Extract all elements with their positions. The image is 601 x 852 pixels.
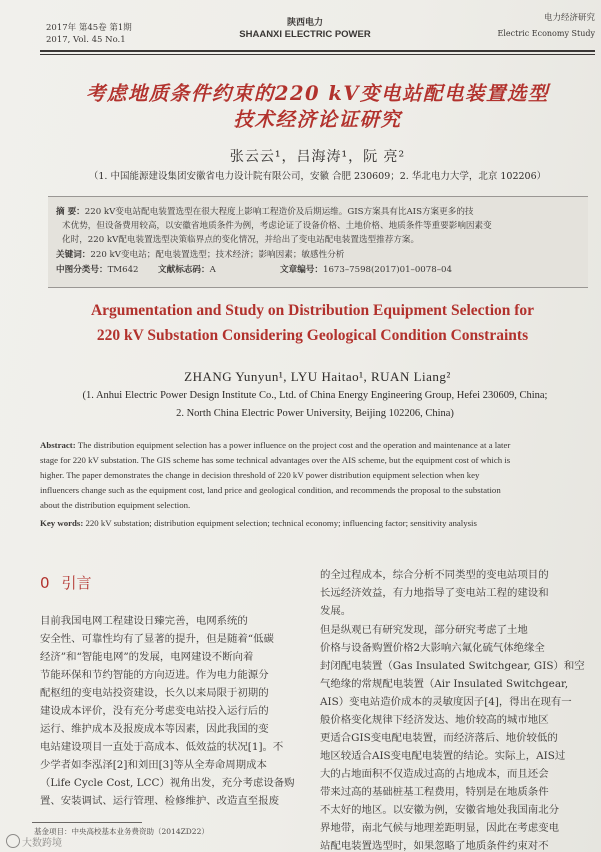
document-code: 文献标志码：A (158, 265, 216, 275)
title-en-line2: 220 kV Substation Considering Geological Condition Constraints (96, 327, 529, 344)
right-line: 界地带，南北气候与地理差距明显，因此在考虑变电 (320, 822, 559, 834)
right-line: 的全过程成本，综合分析不同类型的变电站项目的 (320, 569, 549, 581)
right-line: 不太好的地区。以安徽为例，安徽省地处我国南北分 (320, 804, 559, 816)
article-number: 文章编号：1673–7598(2017)01–0078–04 (280, 265, 452, 275)
header-column-en: Electric Economy Study (497, 29, 595, 38)
left-line: （Life Cycle Cost, LCC）视角出发，充分考虑设备购 (40, 777, 295, 789)
right-line: 站配电装置选型时，如果忽略了地质条件约束对不 (320, 840, 549, 852)
watermark-text: 大数跨境 (22, 838, 62, 849)
authors-en: ZHANG Yunyun¹, LYU Haitao¹, RUAN Liang² (184, 369, 451, 384)
right-line: 但是纵观已有研究发现，部分研究考虑了土地 (320, 624, 528, 636)
abstract-cn-box (48, 196, 588, 288)
right-line: 封闭配电装置（Gas Insulated Switchgear, GIS）和空 (320, 660, 585, 672)
header-journal-cn: 陕西电力 (286, 18, 323, 28)
title-cn-line2: 技术经济论证研究 (233, 108, 402, 131)
right-line: 地区较适合AIS变电配电装置的结论。实际上，AIS过 (320, 750, 566, 762)
left-line: 节能环保和节约智能的方向迈进。作为电力能源分 (40, 669, 269, 681)
affiliation-cn: （1. 中国能源建设集团安徽省电力设计院有限公司，安徽 合肥 230609；2. 华北电力大学，北京 102206） (88, 171, 547, 182)
header-rule-thin (40, 54, 595, 55)
authors-cn: 张云云¹，吕海涛¹，阮 亮² (229, 149, 406, 165)
affiliation-en-line1: (1. Anhui Electric Power Design Institute Co., Ltd. of China Energy Engineering Group, Hefei 230609, China; (82, 390, 548, 401)
left-line: 少学者如李泓泽[2]和刘田[3]等从全寿命周期成本 (40, 759, 267, 771)
affiliation-en-line2: 2. North China Electric Power University, Beijing 102206, China) (176, 408, 454, 419)
watermark-logo-icon (6, 834, 20, 848)
header-column-cn: 电力经济研究 (543, 13, 595, 23)
section-heading: 0 引言 (40, 574, 92, 592)
abstract-en-line2: stage for 220 kV substation. The GIS scheme has some technical advantages over the AIS scheme, but the equipment cost of which is (40, 455, 511, 465)
right-line: 带来过高的基础桩基工程费用，特别是在地质条件 (320, 786, 549, 798)
keywords-en: Key words: 220 kV substation; distribution equipment selection; technical economy; influencing factor; sensitivity analysis (40, 518, 477, 528)
left-line: 置、安装调试、运行管理、检修维护、改造直至报废 (40, 795, 279, 807)
left-line: 经济”和“智能电网”的发展，电网建设不断向着 (40, 651, 254, 663)
abstract-cn-line1: 摘 要：220 kV变电站配电装置选型在很大程度上影响工程造价及后期运维。GIS方案具有比AIS方案更多的技 (56, 207, 474, 217)
left-line: 目前我国电网工程建设日臻完善，电网系统的 (40, 615, 248, 627)
abstract-cn-label: 摘 要： (56, 207, 85, 217)
left-line: 安全性、可靠性均有了显著的提升，但是随着“低碳 (40, 633, 274, 645)
left-line: 配枢纽的变电站投资建设，长久以来局限于初期的 (40, 687, 269, 699)
right-line: 大的占地面积不仅造成过高的占地成本，而且还会 (320, 768, 549, 780)
right-line: 发展。 (320, 605, 352, 617)
header-journal-en: SHAANXI ELECTRIC POWER (239, 29, 371, 40)
right-line: 长远经济效益，有力地指导了变电站工程的建设和 (320, 587, 549, 599)
right-line: 更适合GIS变电配电装置，而经济落后、地价较低的 (320, 732, 558, 744)
abstract-en-line3: higher. The paper demonstrates the change in decision threshold of 220 kV power distribution equipment selection when key (40, 470, 480, 480)
abstract-cn-line2: 术优势，但设备费用较高，以安徽省地质条件为例，考虑论证了设备价格、土地价格、地质条件等重要影响因素变 (62, 221, 492, 231)
right-line: 气绝缘的常规配电装置（Air Insulated Switchgear, (320, 678, 569, 690)
title-en-line1: Argumentation and Study on Distribution Equipment Selection for (90, 302, 535, 319)
right-line: 价格与设备购置价格2大影响六氟化硫气体绝缘全 (320, 642, 545, 654)
header-issue-cn: 2017年 第45卷 第1期 (46, 23, 132, 33)
abstract-en-line1: Abstract: The distribution equipment selection has a power influence on the project cost and the operation and maintenance at a later (40, 440, 511, 450)
abstract-cn-line3: 化时，220 kV配电装置选型决策临界点的变化情况，并给出了变电站配电装置选型推荐方案。 (62, 235, 420, 245)
left-line: 电站建设项目一直处于高成本、低效益的状况[1]。不 (40, 741, 284, 753)
header-issue-en: 2017, Vol. 45 No.1 (46, 35, 126, 45)
header-rule (40, 50, 595, 52)
left-line: 建设成本评价，没有充分考虑变电站投入运行后的 (40, 705, 269, 717)
footnote-rule (32, 822, 142, 823)
abstract-en-line5: about the distribution equipment selection. (40, 500, 191, 510)
title-cn-line1: 考虑地质条件约束的220 kV变电站配电装置选型 (85, 82, 550, 105)
left-line: 运行、维护成本及报废成本等因素，因此我国的变 (40, 723, 269, 735)
footnote-funding: 基金项目：中央高校基本业务费资助（2014ZD22） (34, 827, 209, 836)
clc-number: 中图分类号：TM642 (56, 265, 139, 275)
keywords-cn: 关键词：220 kV变电站；配电装置选型；技术经济；影响因素；敏感性分析 (56, 250, 345, 260)
abstract-en-line4: influencers change such as the equipment cost, land price and geological condition, and recommends the proposal to the substation (40, 485, 501, 495)
right-line: AIS）变电站造价成本的灵敏度因子[4]，得出在现有一 (320, 696, 572, 708)
right-line: 般价格变化规律下经济发达、地价较高的城市地区 (320, 714, 549, 726)
